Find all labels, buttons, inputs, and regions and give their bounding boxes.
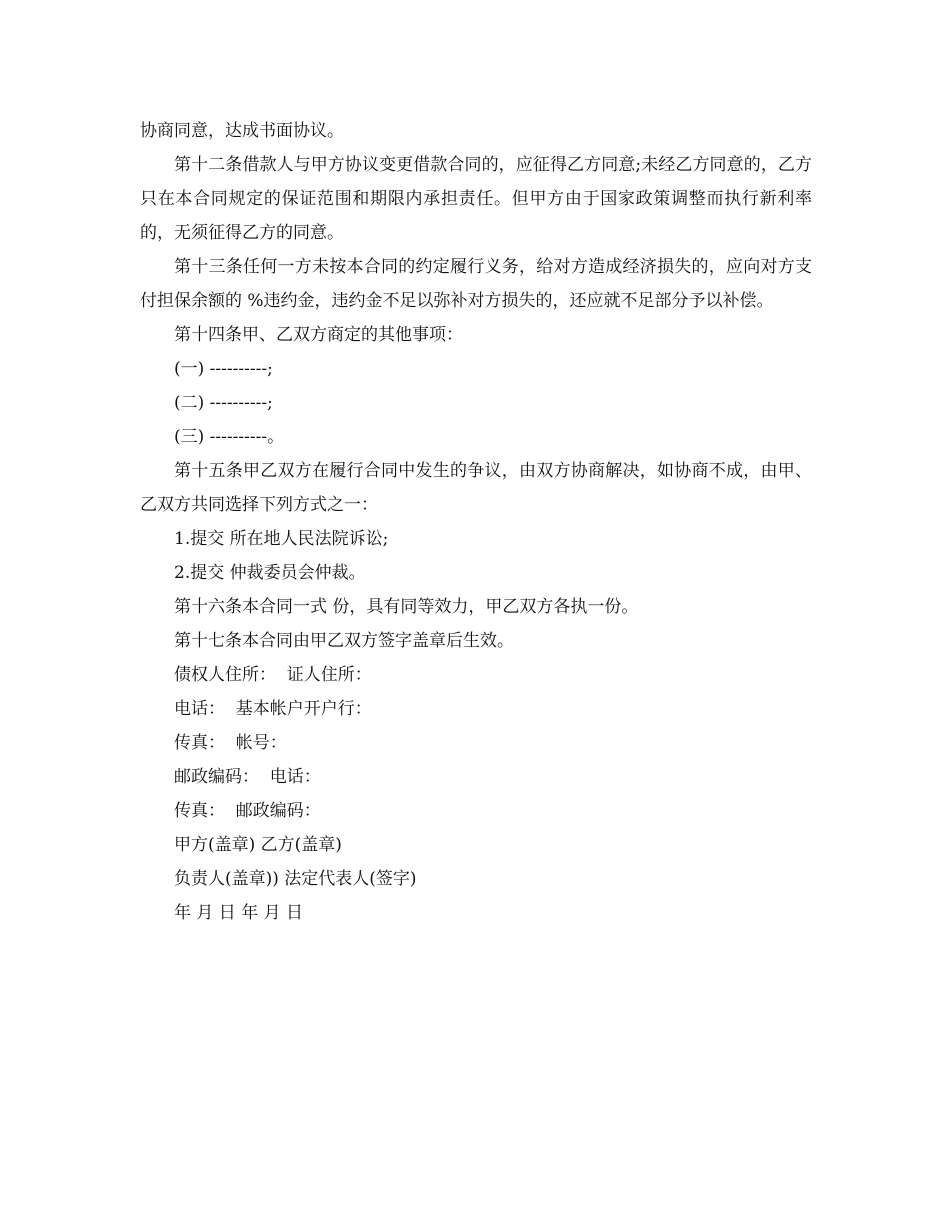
article-14-item-1: (一) ----------; bbox=[174, 359, 273, 379]
article-15-option-1: 1.提交 所在地人民法院诉讼; bbox=[174, 529, 389, 549]
signature-line-1: 债权人住所： 证人住所： bbox=[174, 665, 372, 685]
document-body bbox=[140, 114, 812, 930]
article-15-option-2: 2.提交 仲裁委员会仲裁。 bbox=[174, 563, 366, 583]
paragraph-continuation: 协商同意，达成书面协议。 bbox=[140, 121, 344, 141]
signature-line-5: 传真： 邮政编码： bbox=[174, 801, 321, 821]
signature-line-2: 电话： 基本帐户开户行： bbox=[174, 699, 372, 719]
signature-line-3: 传真： 帐号： bbox=[174, 733, 287, 753]
article-13: 第十三条任何一方未按本合同的约定履行义务，给对方造成经济损失的，应向对方支付担保余额的 %违约金，违约金不足以弥补对方损失的，还应就不足部分予以补偿。 bbox=[140, 257, 812, 311]
article-14-item-3: (三) ----------。 bbox=[174, 427, 285, 447]
article-14-item-2: (二) ----------; bbox=[174, 393, 273, 413]
article-17: 第十七条本合同由甲乙双方签字盖章后生效。 bbox=[174, 631, 514, 651]
article-16: 第十六条本合同一式 份，具有同等效力，甲乙双方各执一份。 bbox=[174, 597, 639, 617]
signature-line-4: 邮政编码： 电话： bbox=[174, 767, 321, 787]
signature-line-6: 甲方(盖章) 乙方(盖章) bbox=[174, 835, 342, 855]
signature-line-7: 负责人(盖章)) 法定代表人(签字) bbox=[174, 869, 417, 889]
signature-line-8: 年 月 日 年 月 日 bbox=[174, 903, 304, 923]
article-12: 第十二条借款人与甲方协议变更借款合同的，应征得乙方同意;未经乙方同意的，乙方只在本合同规定的保证范围和期限内承担责任。但甲方由于国家政策调整而执行新利率的，无须征得乙方的同意。 bbox=[140, 155, 812, 243]
article-15: 第十五条甲乙双方在履行合同中发生的争议，由双方协商解决，如协商不成，由甲、乙双方共同选择下列方式之一： bbox=[140, 461, 812, 515]
article-14: 第十四条甲、乙双方商定的其他事项： bbox=[174, 325, 463, 345]
